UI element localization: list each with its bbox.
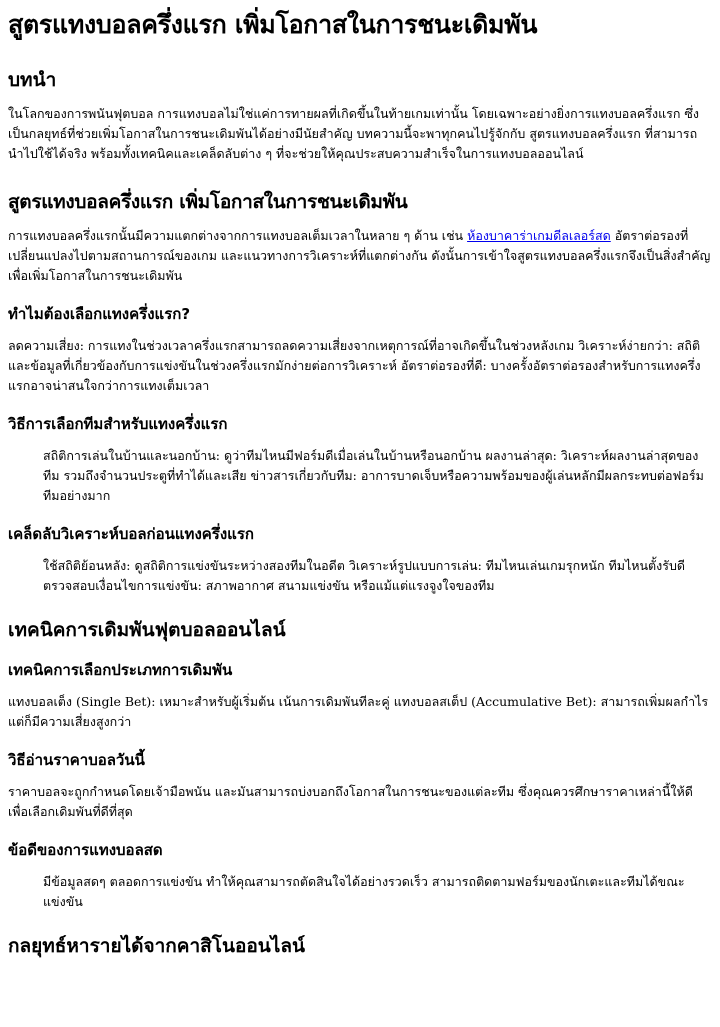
choose-team-heading: วิธีการเลือกทีมสำหรับแทงครึ่งแรก [8,415,228,433]
section1-heading: สูตรแทงบอลครึ่งแรก เพิ่มโอกาสในการชนะเดิมพัน [8,191,408,213]
page-title: สูตรแทงบอลครึ่งแรก เพิ่มโอกาสในการชนะเดิมพัน [8,10,538,39]
intro-heading: บทนำ [8,69,57,91]
bet-types-heading: เทคนิคการเลือกประเภทการเดิมพัน [8,661,233,679]
odds-paragraph: ราคาบอลจะถูกกำหนดโดยเจ้ามือพนัน และมันสามารถบ่งบอกถึงโอกาสในการชนะของแต่ละทีม ซึ่งคุณควรศึกษาราคาเหล่านี้ให้ดีเพื่อเลือกเดิมพันที่ดีที่สุด [8,784,693,819]
odds-heading: วิธีอ่านราคาบอลวันนี้ [8,751,145,769]
why-first-half-heading: ทำไมต้องเลือกแทงครึ่งแรก? [8,305,191,323]
article [0,10,720,958]
section3-heading: กลยุทธ์หารายได้จากคาสิโนออนไลน์ [8,935,305,957]
section1-text-after-link: อัตราต่อรองที่เปลี่ยนแปลงไปตามสถานการณ์ของเกม และแนวทางการวิเคราะห์ที่แตกต่างกัน ดังนั้นการเข้าใจสูตรแทงบอลครึ่งแรกจึงเป็นสิ่งสำคัญ เพื่อเพิ่มโอกาสในการชนะเดิมพัน [8,228,711,283]
section1-paragraph [8,226,712,286]
baccarat-live-dealer-link[interactable]: ห้องบาคาร่าเกมดีลเลอร์สด [467,228,611,243]
live-betting-heading: ข้อดีของการแทงบอลสด [8,841,163,859]
analysis-tips-quote: ใช้สถิติย้อนหลัง: ดูสถิติการแข่งขันระหว่างสองทีมในอดีต วิเคราะห์รูปแบบการเล่น: ทีมไหนเล่นเกมรุกหนัก ทีมไหนตั้งรับดี ตรวจสอบเงื่อนไขการแข่งขัน: สภาพอากาศ สนามแข่งขัน หรือแม้แต่แรงจูงใจของทีม [43,558,686,593]
section2-heading: เทคนิคการเดิมพันฟุตบอลออนไลน์ [8,619,286,641]
choose-team-quote: สถิติการเล่นในบ้านและนอกบ้าน: ดูว่าทีมไหนมีฟอร์มดีเมื่อเล่นในบ้านหรือนอกบ้าน ผลงานล่าสุด: วิเคราะห์ผลงานล่าสุดของทีม รวมถึงจำนวนประตูที่ทำได้และเสีย ข่าวสารเกี่ยวกับทีม: อาการบาดเจ็บหรือความพร้อมของผู้เล่นหลักมีผลกระทบต่อฟอร์มทีมอย่างมาก [43,448,704,503]
intro-paragraph: ในโลกของการพนันฟุตบอล การแทงบอลไม่ใช่แค่การทายผลที่เกิดขึ้นในท้ายเกมเท่านั้น โดยเฉพาะอย่างยิ่งการแทงบอลครึ่งแรก ซึ่งเป็นกลยุทธ์ที่ช่วยเพิ่มโอกาสในการชนะเดิมพันได้อย่างมีนัยสำคัญ บทความนี้จะพาทุกคนไปรู้จักกับ สูตรแทงบอลครึ่งแรก ที่สามารถนำไปใช้ได้จริง พร้อมทั้งเทคนิคและเคล็ดลับต่าง ๆ ที่จะช่วยให้คุณประสบความสำเร็จในการแทงบอลออนไลน์ [8,106,699,161]
analysis-tips-heading: เคล็ดลับวิเคราะห์บอลก่อนแทงครึ่งแรก [8,525,254,543]
why-first-half-paragraph: ลดความเสี่ยง: การแทงในช่วงเวลาครึ่งแรกสามารถลดความเสี่ยงจากเหตุการณ์ที่อาจเกิดขึ้นในช่วงหลังเกม วิเคราะห์ง่ายกว่า: สถิติและข้อมูลที่เกี่ยวข้องกับการแข่งขันในช่วงครึ่งแรกมักง่ายต่อการวิเคราะห์ อัตราต่อรองที่ดี: บางครั้งอัตราต่อรองสำหรับการแทงครึ่งแรกอาจน่าสนใจกว่าการแทงเต็มเวลา [8,338,701,393]
live-betting-quote: มีข้อมูลสดๆ ตลอดการแข่งขัน ทำให้คุณสามารถตัดสินใจได้อย่างรวดเร็ว สามารถติดตามฟอร์มของนักเตะและทีมได้ขณะแข่งขัน [43,874,685,909]
section1-text-before-link: การแทงบอลครึ่งแรกนั้นมีความแตกต่างจากการแทงบอลเต็มเวลาในหลาย ๆ ด้าน เช่น [8,228,468,243]
bet-types-paragraph: แทงบอลเต็ง (Single Bet): เหมาะสำหรับผู้เริ่มต้น เน้นการเดิมพันทีละคู่ แทงบอลสเต็ป (Accumulative Bet): สามารถเพิ่มผลกำไร แต่ก็มีความเสี่ยงสูงกว่า [8,694,709,729]
